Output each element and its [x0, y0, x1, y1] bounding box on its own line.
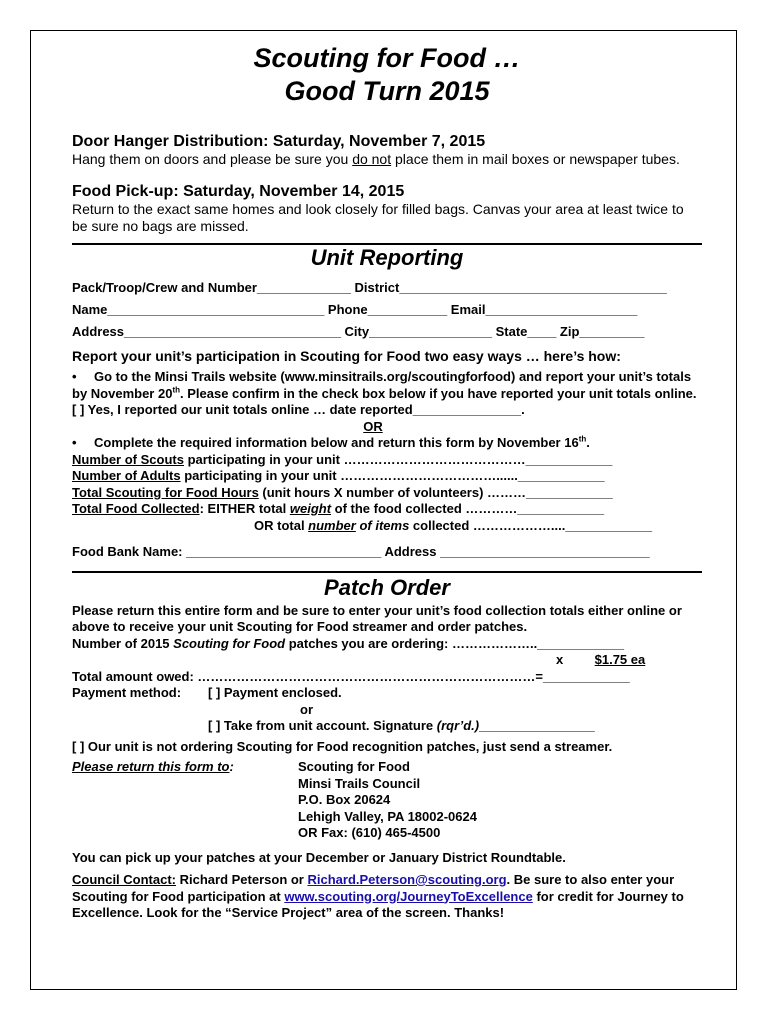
pickup-note: You can pick up your patches at your December or January District Roundtable.	[72, 849, 566, 865]
payment-or: or	[300, 701, 313, 717]
divider	[72, 571, 702, 573]
patch-count-field[interactable]: Number of 2015 Scouting for Food patches you are ordering: ………………..____________	[72, 635, 624, 651]
food-pickup-text: Return to the exact same homes and look closely for filled bags. Canvas your area at least twice to be sure no bags are missed.	[72, 201, 684, 234]
return-label: Please return this form to	[72, 759, 230, 774]
door-hanger-heading: Door Hanger Distribution: Saturday, November 7, 2015	[72, 133, 486, 150]
online-report-instructions: • Go to the Minsi Trails website (www.minsitrails.org/scoutingforfood) and report your unit’s totals by November 20th. Please confirm in the check box below if you have reported your unit totals online.	[72, 369, 697, 401]
bullet-icon: •	[72, 369, 77, 384]
unit-fields-line1[interactable]: Pack/Troop/Crew and Number_____________ District_____________________________________	[72, 280, 667, 295]
complete-instructions: • Complete the required information below and return this form by November 16th.	[72, 434, 590, 450]
council-contact: Council Contact: Richard Peterson or Richard.Peterson@scouting.org. Be sure to also enter your Scouting for Food participation at www.scouting.org/JourneyToExcellence for credit for Journey to Excellence. Look for the “Service Project” area of the screen. Thanks!	[72, 872, 684, 920]
unit-account-checkbox[interactable]: [ ] Take from unit account. Signature (rqr’d.)________________	[208, 718, 595, 733]
number-of-adults-field[interactable]: Number of Adults participating in your unit ………………………………......____________	[72, 468, 605, 483]
contact-email-link[interactable]: Richard.Peterson@scouting.org	[307, 872, 507, 887]
patch-order-intro: Please return this entire form and be sure to enter your unit’s food collection totals either online or above to receive your unit Scouting for Food streamer and order patches.	[72, 602, 682, 634]
page-title-line1: Scouting for Food …	[253, 43, 521, 73]
or-divider: OR	[363, 418, 383, 434]
address-line: P.O. Box 20624	[298, 792, 391, 807]
address-line: Minsi Trails Council	[298, 775, 421, 791]
payment-enclosed-checkbox[interactable]: [ ] Payment enclosed.	[208, 685, 342, 700]
payment-method-row: Payment method: [ ] Payment enclosed.	[72, 685, 342, 700]
unit-reporting-heading: Unit Reporting	[310, 245, 464, 270]
total-hours-field[interactable]: Total Scouting for Food Hours (unit hours X number of volunteers) ………____________	[72, 484, 613, 500]
journey-to-excellence-link[interactable]: www.scouting.org/JourneyToExcellence	[284, 888, 533, 904]
patch-price: x $1.75 ea	[556, 652, 646, 667]
no-patches-checkbox[interactable]: [ ] Our unit is not ordering Scouting for Food recognition patches, just send a streamer.	[72, 738, 613, 754]
reported-online-checkbox[interactable]: [ ] Yes, I reported our unit totals online … date reported_______________.	[72, 402, 525, 417]
unit-fields-line2[interactable]: Name______________________________ Phone___________ Email_____________________	[72, 302, 638, 317]
page-title-line2: Good Turn 2015	[284, 76, 490, 106]
patch-order-heading: Patch Order	[324, 574, 450, 600]
unit-fields-line3[interactable]: Address______________________________ City_________________ State____ Zip_________	[72, 324, 645, 339]
address-line: OR Fax: (610) 465-4500	[298, 825, 441, 840]
number-of-scouts-field[interactable]: Number of Scouts participating in your unit ……………………………………____________	[72, 451, 613, 467]
door-hanger-text: Hang them on doors and please be sure you do not place them in mail boxes or newspaper tubes.	[72, 151, 680, 167]
food-pickup-heading: Food Pick-up: Saturday, November 14, 2015	[72, 183, 405, 200]
report-heading: Report your unit’s participation in Scouting for Food two easy ways … here’s how:	[72, 348, 621, 364]
address-line: Scouting for Food	[298, 759, 410, 774]
mailing-address-block: Please return this form to: Scouting for Food Minsi Trails Council P.O. Box 20624 Lehigh Valley, PA 18002-0624 OR Fax: (610) 465-4500	[72, 759, 477, 840]
total-food-items-field[interactable]: OR total number of items collected ………………....____________	[254, 517, 653, 533]
form-content	[72, 42, 702, 922]
address-line: Lehigh Valley, PA 18002-0624	[298, 808, 477, 824]
bullet-icon: •	[72, 435, 77, 450]
total-owed-field[interactable]: Total amount owed: ……………………………………………………………………=____________	[72, 668, 630, 684]
total-food-weight-field[interactable]: Total Food Collected: EITHER total weight of the food collected …………____________	[72, 501, 605, 516]
food-bank-field[interactable]: Food Bank Name: ___________________________ Address _____________________________	[72, 544, 650, 559]
